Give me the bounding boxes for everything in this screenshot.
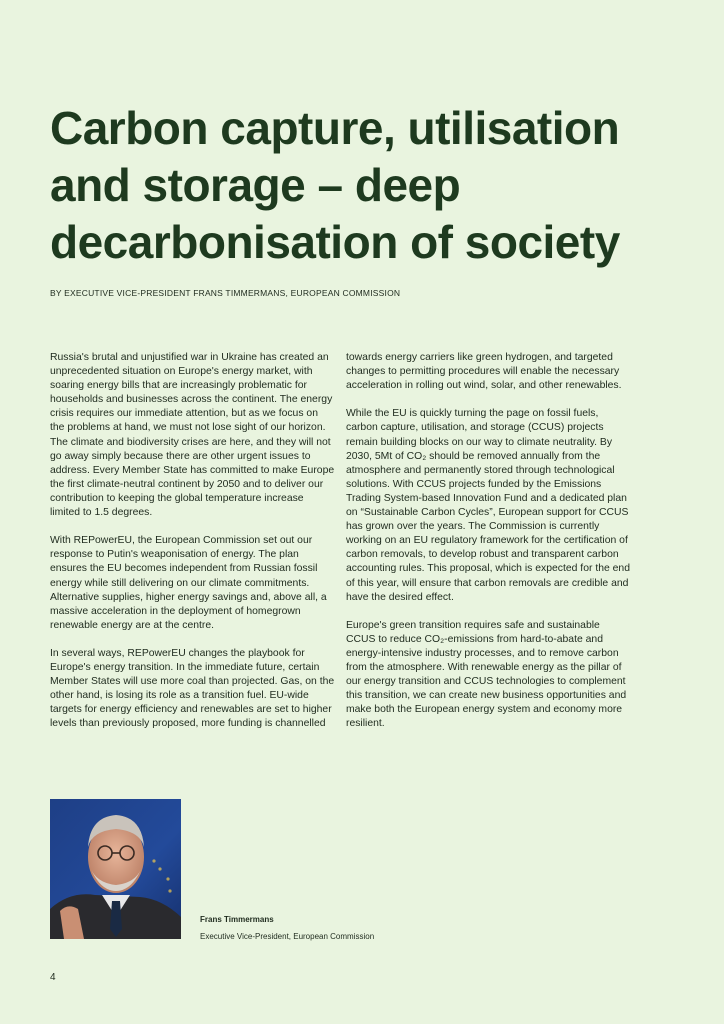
caption-role: Executive Vice-President, European Commission xyxy=(200,932,375,941)
paragraph: While the EU is quickly turning the page on fossil fuels, carbon capture, utilisation, and storage (CCUS) projects remain building blocks on our way to climate neutrality. By 2030, 5Mt of CO₂ should be removed annually from the atmosphere and permanently stored through technological solutions. With CCUS projects funded by the Emissions Trading System-based Innovation Fund and a dedicated plan on “Sustainable Carbon Cycles”, European support for CCUS has grown over the years. The Commission is currently working on an EU regulatory framework for the certification of carbon removals, to develop robust and transparent carbon accounting rules. This proposal, which is expected for the end of this year, will ensure that carbon removals are credible and have the desired effect. xyxy=(346,408,630,603)
article-title: Carbon capture, utilisation and storage – deep decarbonisation of society xyxy=(50,102,620,268)
paragraph: Europe's green transition requires safe and sustainable CCUS to reduce CO₂-emissions from hard-to-abate and energy-intensive industry processes, and to remove carbon from the atmosphere. With renewable energy as the pillar of our energy transition and CCUS technologies to complement this transition, we can create new business opportunities and make both the European energy system and economy more resilient. xyxy=(346,619,627,730)
paragraph: In several ways, REPowerEU changes the playbook for Europe's energy transition. In the immediate future, certain Member States will use more coal than projected. Gas, on the other hand, is losing its role as a transition fuel. EU-wide targets for energy efficiency and renewables are set to higher levels than previously proposed, more funding is channelled xyxy=(50,647,335,730)
caption-name: Frans Timmermans xyxy=(200,915,274,924)
right-column xyxy=(346,351,631,746)
portrait-photo xyxy=(50,799,181,939)
paragraph: Russia's brutal and unjustified war in Ukraine has created an unprecedented situation on Europe's energy market, with soaring energy bills that are increasingly problematic for households and businesses across the continent. The energy crisis requires our immediate attention, but as we focus on the problems at hand, we must not lose sight of our horizon. The climate and biodiversity crises are here, and they will not go away simply because there are other urgent issues to address. Every Member State has committed to make Europe the first climate-neutral continent by 2050 and to deliver our contribution to keeping the global temperature increase limited to 1.5 degrees. xyxy=(50,352,335,519)
paragraph: With REPowerEU, the European Commission set out our response to Putin's weaponisation of energy. The plan ensures the EU becomes independent from Russian fossil energy while still delivering on our climate commitments. Alternative supplies, higher energy savings and, above all, a massive acceleration in the deployment of homegrown renewable energy are at the centre. xyxy=(50,535,327,631)
left-column xyxy=(50,351,335,746)
page-number: 4 xyxy=(50,972,56,983)
paragraph: towards energy carriers like green hydrogen, and targeted changes to permitting procedures will enable the necessary acceleration in rolling out wind, solar, and other renewables. xyxy=(346,352,622,392)
byline: BY EXECUTIVE VICE-PRESIDENT FRANS TIMMERMANS, EUROPEAN COMMISSION xyxy=(50,288,401,298)
